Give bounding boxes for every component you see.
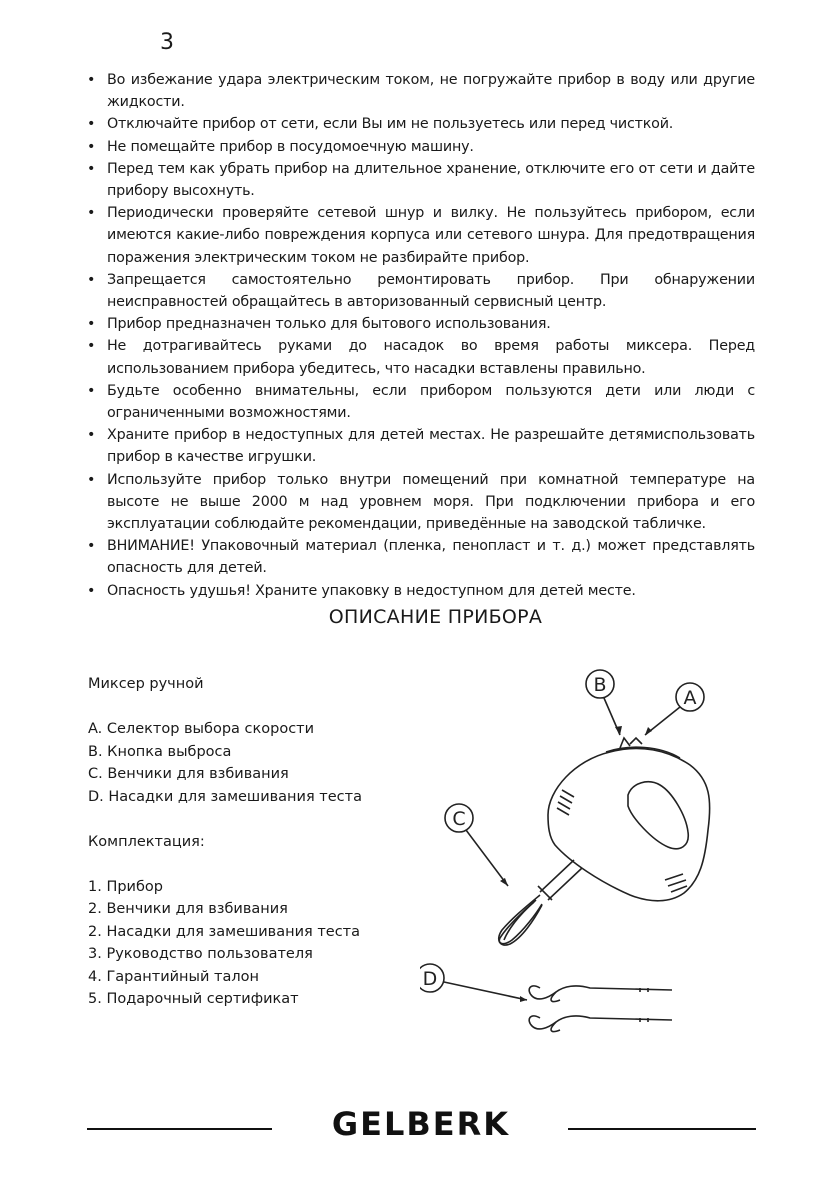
list-item: • Опасность удушья! Храните упаковку в недоступном для детей месте. xyxy=(85,580,755,602)
list-item: • Отключайте прибор от сети, если Вы им не пользуетесь или перед чисткой. xyxy=(85,113,755,135)
contents-title: Комплектация: xyxy=(88,833,205,850)
leader-line-c xyxy=(466,830,508,886)
bullet-icon: • xyxy=(87,427,96,444)
list-item: • Прибор предназначен только для бытового использования. xyxy=(85,313,755,335)
mixer-handle xyxy=(628,782,688,849)
mixer-diagram xyxy=(420,660,720,1040)
bullet-icon: • xyxy=(87,160,96,177)
list-item: • Периодически проверяйте сетевой шнур и вилку. Не пользуйтесь прибором, если имеются какие-либо повреждения корпуса или сетевого шнура. Для предотвращения поражения электрическим током не разбирайте прибор. xyxy=(85,202,755,269)
part-item: D. Насадки для замешивания теста xyxy=(88,788,362,805)
bullet-icon: • xyxy=(87,471,96,488)
bullet-icon: • xyxy=(87,582,96,599)
product-name: Миксер ручной xyxy=(88,676,204,692)
footer xyxy=(0,1105,839,1155)
dough-hook-2 xyxy=(529,1016,672,1029)
list-item: • Будьте особенно внимательны, если прибором пользуются дети или люди с ограниченными возможностями. xyxy=(85,380,755,424)
part-item: C. Венчики для взбивания xyxy=(88,766,289,782)
brand-logo: GELBERK xyxy=(331,1105,511,1143)
bullet-icon: • xyxy=(87,138,96,155)
bullet-icon: • xyxy=(87,205,96,222)
section-title: ОПИСАНИЕ ПРИБОРА xyxy=(328,606,543,628)
safety-rules-list xyxy=(85,69,755,602)
contents-item: 5. Подарочный сертификат xyxy=(88,991,299,1007)
speed-selector xyxy=(630,738,642,744)
list-item: • Запрещается самостоятельно ремонтировать прибор. При обнаружении неисправностей обращайтесь в авторизованный сервисный центр. xyxy=(85,269,755,313)
callout-a-label: A xyxy=(683,687,697,709)
contents-item: 2. Венчики для взбивания xyxy=(88,901,288,917)
part-item: B. Кнопка выброса xyxy=(88,743,232,760)
bullet-icon: • xyxy=(87,538,96,555)
bullet-icon: • xyxy=(87,382,96,399)
list-item: • Храните прибор в недоступных для детей местах. Не разрешайте детямиспользовать прибор в качестве игрушки. xyxy=(85,424,755,468)
list-item: • Не помещайте прибор в посудомоечную машину. xyxy=(85,136,755,158)
product-description xyxy=(88,673,362,1011)
list-item: • Используйте прибор только внутри помещений при комнатной температуре на высоте не выше 2000 м над уровнем моря. При подключении прибора и его эксплуатации соблюдайте рекомендации, приведённые на заводской табличке. xyxy=(85,469,755,536)
footer-divider-right xyxy=(568,1128,756,1130)
eject-button xyxy=(620,738,630,748)
list-item: • Не дотрагивайтесь руками до насадок во время работы миксера. Перед использованием прибора убедитесь, что насадки вставлены правильно. xyxy=(85,335,755,379)
dough-hook-1 xyxy=(529,986,672,999)
list-item: • Перед тем как убрать прибор на длительное хранение, отключите его от сети и дайте прибору высохнуть. xyxy=(85,158,755,202)
list-item: • Во избежание удара электрическим током, не погружайте прибор в воду или другие жидкости. xyxy=(85,69,755,113)
callout-b-label: B xyxy=(593,674,607,696)
part-item: A. Селектор выбора скорости xyxy=(88,721,315,737)
contents-item: 4. Гарантийный талон xyxy=(88,968,259,985)
bullet-icon: • xyxy=(87,116,96,133)
page-number: 3 xyxy=(160,30,174,55)
leader-line-d xyxy=(444,982,527,1000)
contents-item: 1. Прибор xyxy=(88,878,163,895)
bullet-icon: • xyxy=(87,72,96,88)
bullet-icon: • xyxy=(87,338,96,355)
footer-divider-left xyxy=(87,1128,272,1130)
callout-d-label: D xyxy=(422,968,438,990)
bullet-icon: • xyxy=(87,316,96,333)
list-item: • ВНИМАНИЕ! Упаковочный материал (пленка, пенопласт и т. д.) может представлять опасность для детей. xyxy=(85,535,755,579)
callout-c-label: C xyxy=(452,808,466,830)
contents-item: 3. Руководство пользователя xyxy=(88,946,313,962)
bullet-icon: • xyxy=(87,271,96,288)
contents-item: 2. Насадки для замешивания теста xyxy=(88,923,361,940)
